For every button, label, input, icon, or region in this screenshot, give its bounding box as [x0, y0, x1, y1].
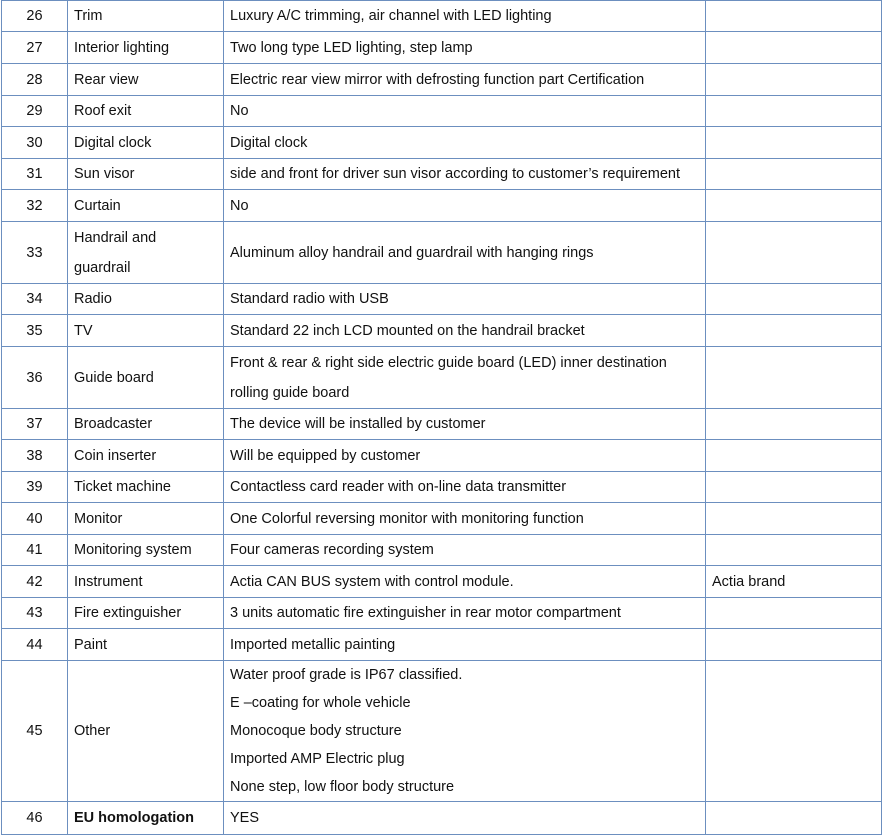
item-description: [224, 598, 706, 629]
row-number: 26: [2, 1, 68, 32]
description-line: Will be equipped by customer: [230, 447, 421, 464]
table-row: [2, 284, 882, 315]
table-row: [2, 347, 882, 409]
spec-table: [1, 0, 882, 835]
description-line: Standard radio with USB: [230, 291, 389, 307]
description-line: Luxury A/C trimming, air channel with LED lighting: [230, 8, 552, 24]
item-description: [224, 284, 706, 315]
table-row: [2, 64, 882, 96]
description-line: Front & rear & right side electric guide board (LED) inner destination: [230, 354, 667, 371]
table-row: [2, 535, 882, 566]
item-name-line: Other: [74, 723, 111, 739]
item-remark: [706, 159, 882, 190]
spec-table-body: [2, 1, 882, 835]
table-row: [2, 222, 882, 284]
item-name: [68, 315, 224, 347]
row-number: 40: [2, 503, 68, 535]
description-line: Standard 22 inch LCD mounted on the handrail bracket: [230, 322, 585, 339]
item-remark: [706, 629, 882, 661]
item-remark: [706, 409, 882, 440]
item-description: [224, 472, 706, 503]
row-number: 43: [2, 598, 68, 629]
item-name-line: EU homologation: [74, 810, 195, 826]
description-line: Digital clock: [230, 134, 308, 151]
item-description: [224, 222, 706, 284]
item-name-line: Interior lighting: [74, 39, 170, 56]
description-line: Electric rear view mirror with defrosting function part Certification: [230, 71, 645, 88]
item-description: [224, 566, 706, 598]
description-line: Imported metallic painting: [230, 636, 396, 653]
item-description: [224, 315, 706, 347]
item-name: [68, 127, 224, 159]
row-number: 42: [2, 566, 68, 598]
table-row: [2, 159, 882, 190]
item-name-line: guardrail: [74, 259, 131, 276]
item-name: [68, 64, 224, 96]
description-line: rolling guide board: [230, 384, 350, 401]
item-remark: [706, 503, 882, 535]
item-description: [224, 127, 706, 159]
item-name: [68, 440, 224, 472]
item-description: [224, 535, 706, 566]
description-line: side and front for driver sun visor according to customer’s requirement: [230, 166, 680, 182]
item-name: [68, 503, 224, 535]
item-description: [224, 159, 706, 190]
item-description: [224, 32, 706, 64]
item-name: [68, 159, 224, 190]
row-number: 33: [2, 222, 68, 284]
description-line: Monocoque body structure: [230, 723, 402, 739]
table-row: [2, 32, 882, 64]
item-name: [68, 566, 224, 598]
item-remark: [706, 190, 882, 222]
item-name-line: Rear view: [74, 71, 139, 88]
item-remark: [706, 284, 882, 315]
table-row: [2, 190, 882, 222]
description-line: Two long type LED lighting, step lamp: [230, 39, 473, 56]
item-description: [224, 409, 706, 440]
item-remark: [706, 64, 882, 96]
table-row: [2, 409, 882, 440]
item-name-line: Curtain: [74, 197, 121, 214]
item-remark: [706, 440, 882, 472]
description-line: Water proof grade is IP67 classified.: [230, 667, 463, 683]
item-name-line: Fire extinguisher: [74, 605, 182, 621]
table-row: [2, 440, 882, 472]
item-name-line: Paint: [74, 636, 108, 653]
table-row: [2, 127, 882, 159]
item-name: [68, 32, 224, 64]
item-remark: [706, 96, 882, 127]
description-line: Contactless card reader with on-line data transmitter: [230, 479, 567, 495]
item-description: [224, 1, 706, 32]
item-name: [68, 598, 224, 629]
item-description: [224, 802, 706, 835]
item-description: [224, 64, 706, 96]
item-remark: [706, 347, 882, 409]
item-remark: [706, 127, 882, 159]
description-line: No: [230, 197, 249, 214]
row-number: 44: [2, 629, 68, 661]
item-name: [68, 802, 224, 835]
description-line: The device will be installed by customer: [230, 416, 486, 432]
row-number: 30: [2, 127, 68, 159]
item-name: [68, 629, 224, 661]
row-number: 29: [2, 96, 68, 127]
row-number: 46: [2, 802, 68, 835]
item-name: [68, 190, 224, 222]
item-remark: [706, 535, 882, 566]
description-line: No: [230, 103, 249, 119]
item-name-line: TV: [74, 322, 93, 339]
item-name-line: Instrument: [74, 573, 143, 590]
item-name-line: Handrail and: [74, 229, 157, 246]
item-description: [224, 629, 706, 661]
item-name-line: Ticket machine: [74, 479, 171, 495]
row-number: 38: [2, 440, 68, 472]
item-name: [68, 472, 224, 503]
item-name-line: Digital clock: [74, 134, 152, 151]
description-line: E –coating for whole vehicle: [230, 695, 411, 711]
item-remark: [706, 661, 882, 802]
row-number: 41: [2, 535, 68, 566]
item-name: [68, 661, 224, 802]
item-remark: [706, 32, 882, 64]
table-row: [2, 802, 882, 835]
row-number: 45: [2, 661, 68, 802]
table-row: [2, 629, 882, 661]
item-description: [224, 96, 706, 127]
item-name-line: Coin inserter: [74, 447, 157, 464]
item-name-line: Roof exit: [74, 103, 132, 119]
description-line: 3 units automatic fire extinguisher in rear motor compartment: [230, 605, 621, 621]
item-remark: [706, 598, 882, 629]
row-number: 28: [2, 64, 68, 96]
item-name: [68, 284, 224, 315]
item-remark: [706, 222, 882, 284]
item-name-line: Sun visor: [74, 166, 135, 182]
item-name: [68, 222, 224, 284]
description-line: Four cameras recording system: [230, 542, 434, 558]
item-name-line: Monitoring system: [74, 542, 192, 558]
item-name: [68, 409, 224, 440]
row-number: 36: [2, 347, 68, 409]
description-line: Imported AMP Electric plug: [230, 751, 405, 767]
row-number: 34: [2, 284, 68, 315]
table-row: [2, 96, 882, 127]
table-row: [2, 661, 882, 802]
item-description: [224, 347, 706, 409]
item-remark: [706, 472, 882, 503]
item-name: [68, 1, 224, 32]
item-name: [68, 96, 224, 127]
table-row: [2, 566, 882, 598]
description-line: YES: [230, 810, 260, 826]
description-line: One Colorful reversing monitor with monitoring function: [230, 510, 584, 527]
item-name-line: Guide board: [74, 369, 154, 386]
item-name-line: Monitor: [74, 510, 123, 527]
description-line: Aluminum alloy handrail and guardrail with hanging rings: [230, 244, 594, 261]
item-name-line: Radio: [74, 291, 112, 307]
row-number: 35: [2, 315, 68, 347]
table-row: [2, 315, 882, 347]
row-number: 27: [2, 32, 68, 64]
table-row: [2, 598, 882, 629]
row-number: 37: [2, 409, 68, 440]
table-row: [2, 472, 882, 503]
item-remark: [706, 1, 882, 32]
table-row: [2, 503, 882, 535]
description-line: Actia CAN BUS system with control module.: [230, 573, 514, 590]
item-name: [68, 347, 224, 409]
item-name: [68, 535, 224, 566]
row-number: 32: [2, 190, 68, 222]
item-remark: [706, 802, 882, 835]
item-remark: Actia brand: [706, 566, 882, 598]
description-line: None step, low floor body structure: [230, 779, 455, 795]
item-name-line: Trim: [74, 8, 103, 24]
item-remark: [706, 315, 882, 347]
row-number: 31: [2, 159, 68, 190]
item-description: [224, 190, 706, 222]
item-description: [224, 440, 706, 472]
item-name-line: Broadcaster: [74, 416, 153, 432]
table-row: [2, 1, 882, 32]
row-number: 39: [2, 472, 68, 503]
item-description: [224, 661, 706, 802]
item-description: [224, 503, 706, 535]
